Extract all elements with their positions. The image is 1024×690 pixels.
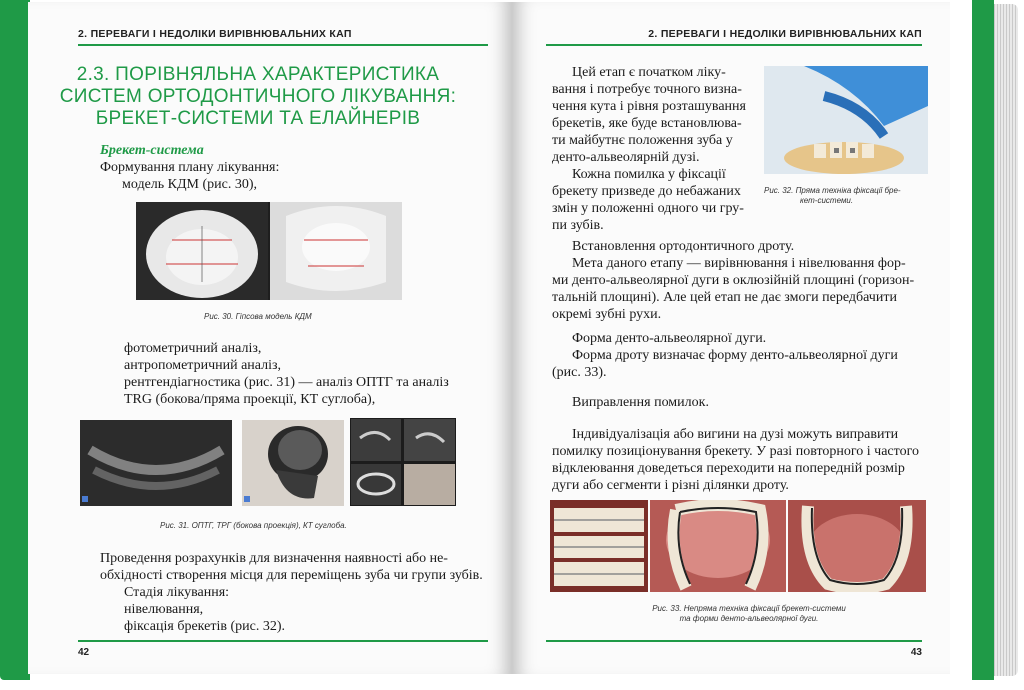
book-cover-right <box>972 0 994 680</box>
text-line: брекету призведе до небажаних <box>552 184 741 199</box>
text-line: нівелювання, <box>124 602 204 617</box>
header-rule <box>546 44 922 46</box>
text-line: відклеювання доведеться переходити на попередній розмір <box>552 461 905 476</box>
figure-32-caption <box>764 186 901 206</box>
subhead: Брекет-система <box>100 143 204 158</box>
page-42 <box>28 2 512 674</box>
section-title <box>58 64 458 130</box>
text-line: Форма дроту визначає форму денто-альвеолярної дуги <box>572 348 898 363</box>
ct-joint-illustration <box>350 418 456 506</box>
text-line: антропометричний аналіз, <box>124 358 282 373</box>
text-line: чення кута і рівня розташування <box>552 99 746 114</box>
brackets-on-teeth-illustration <box>550 500 648 592</box>
caption-line: кет-системи. <box>800 196 854 205</box>
text-line: Цей етап є початком ліку- <box>572 65 726 80</box>
figure-31-ct-image <box>350 418 456 506</box>
text-line: змін у положенні одного чи гру- <box>552 201 744 216</box>
lower-arch-wire-illustration <box>788 500 926 592</box>
text-line: помилку позиціонування брекету. У разі повторного і частого <box>552 444 919 459</box>
text-line: Стадія лікування: <box>124 585 230 600</box>
gloved-hands-bracket-illustration <box>764 66 928 174</box>
figure-33-caption <box>624 604 874 624</box>
section-title-line: СИСТЕМ ОРТОДОНТИЧНОГО ЛІКУВАННЯ: <box>59 86 457 107</box>
text-line: рентгендіагностика (рис. 31) — аналіз ОПТГ та аналіз <box>124 375 449 390</box>
text-line: (рис. 33). <box>552 365 607 380</box>
text-line: ти майбутнє положення зуба у <box>552 133 733 148</box>
text-line: брекетів, яке буде встановлюва- <box>552 116 742 131</box>
text-line: тальній площині). Але цей етап не дає змоги передбачити <box>552 290 897 305</box>
figure-31-caption: Рис. 31. ОПТГ, ТРГ (бокова проекція), КТ суглоба. <box>160 521 347 530</box>
text-line: Проведення розрахунків для визначення наявності або не- <box>100 551 448 566</box>
footer-rule <box>78 640 488 642</box>
figure-30-image <box>136 202 402 300</box>
text-block-3 <box>100 550 490 635</box>
text-line: обхідності створення місця для переміщень зуба чи групи зубів. <box>100 568 483 583</box>
text-line: денто-альвеолярній дузі. <box>552 150 700 165</box>
section-title-line: БРЕКЕТ-СИСТЕМИ ТА ЕЛАЙНЕРІВ <box>95 108 421 129</box>
text-line: Встановлення ортодонтичного дроту. <box>572 239 795 254</box>
page-43 <box>512 2 950 674</box>
plaster-model-illustration <box>136 202 402 300</box>
text-column <box>552 64 758 234</box>
text-line: модель КДМ (рис. 30), <box>122 177 258 192</box>
text-line: Виправлення помилок. <box>572 395 709 410</box>
figure-31-trg-image <box>242 420 344 506</box>
figure-33-image-3 <box>788 500 926 592</box>
caption-line: Рис. 32. Пряма техніка фіксації бре- <box>764 186 901 195</box>
panoramic-xray-illustration <box>80 420 232 506</box>
figure-32-image <box>764 66 928 174</box>
text-block-errors-heading <box>572 394 709 411</box>
text-line: фіксація брекетів (рис. 32). <box>124 619 285 634</box>
book-cover-left <box>0 0 30 680</box>
skull-xray-illustration <box>242 420 344 506</box>
text-line: Індивідуалізація або вигини на дузі можуть виправити <box>572 427 899 442</box>
text-block-1 <box>100 142 279 193</box>
page-stack <box>992 4 1018 676</box>
figure-33-image-1 <box>550 500 648 592</box>
page-number: 42 <box>78 647 90 658</box>
caption-line: та форми денто-альвеолярної дуги. <box>679 614 819 623</box>
page-number: 43 <box>910 647 922 658</box>
text-block-2 <box>124 340 449 408</box>
footer-rule <box>546 640 922 642</box>
text-line: фотометричний аналіз, <box>124 341 262 356</box>
text-line: Мета даного етапу — вирівнювання і нівелювання фор- <box>572 256 906 271</box>
caption-line: Рис. 33. Непряма техніка фіксації брекет-системи <box>652 604 846 613</box>
upper-arch-wire-illustration <box>650 500 786 592</box>
text-line: Кожна помилка у фіксації <box>572 167 726 182</box>
text-line: Формування плану лікування: <box>100 160 280 175</box>
text-line: окремі зубні рухи. <box>552 307 662 322</box>
text-line: TRG (бокова/пряма проекції, КТ суглоба), <box>124 392 376 407</box>
figure-30-caption: Рис. 30. Гіпсова модель КДМ <box>204 312 312 321</box>
text-line: Форма денто-альвеолярної дуги. <box>572 331 767 346</box>
section-title-line: 2.3. ПОРІВНЯЛЬНА ХАРАКТЕРИСТИКА <box>76 64 440 85</box>
text-line: ми денто-альвеолярної дуги в оклюзійній площині (горизон- <box>552 273 915 288</box>
figure-33-image-2 <box>650 500 786 592</box>
text-block-arch <box>552 330 926 381</box>
text-line: дуги або сегменти і різні ділянки дроту. <box>552 478 789 493</box>
text-block-wire <box>552 238 926 323</box>
text-block-errors <box>552 426 926 494</box>
running-head: 2. ПЕРЕВАГИ І НЕДОЛІКИ ВИРІВНЮВАЛЬНИХ КАП <box>78 28 352 40</box>
text-line: вання і потребує точного визна- <box>552 82 742 97</box>
header-rule <box>78 44 488 46</box>
figure-31-opg-image <box>80 420 232 506</box>
running-head: 2. ПЕРЕВАГИ І НЕДОЛІКИ ВИРІВНЮВАЛЬНИХ КАП <box>648 28 922 40</box>
text-line: пи зубів. <box>552 218 604 233</box>
